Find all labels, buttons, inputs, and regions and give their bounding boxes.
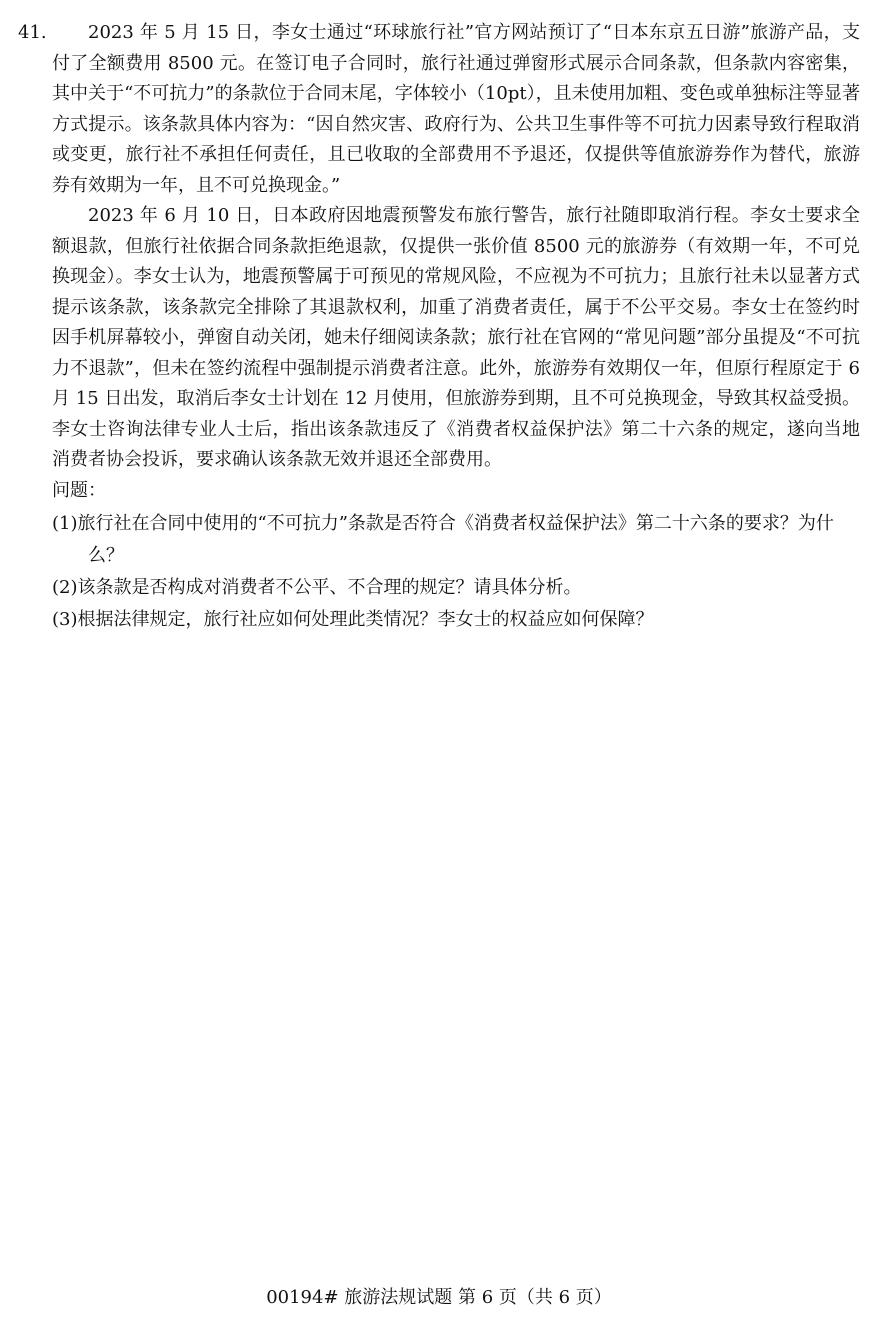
questions-list — [52, 508, 860, 636]
question-item-1: (1)旅行社在合同中使用的“不可抗力”条款是否符合《消费者权益保护法》第二十六条的要求？为什么？ — [52, 513, 834, 566]
case-paragraph-2: 2023 年 6 月 10 日，日本政府因地震预警发布旅行警告，旅行社随即取消行程。李女士要求全额退款，但旅行社依据合同条款拒绝退款，仅提供一张价值 8500 元的旅游券（有效期一年，不可兑换现金）。李女士认为，地震预警属于可预见的常规风险，不应视为不可抗力；且旅行社未以显著方式提示该条款，该条款完全排除了其退款权利，加重了消费者责任，属于不公平交易。李女士在签约时因手机屏幕较小，弹窗自动关闭，她未仔细阅读条款；旅行社在官网的“常见问题”部分虽提及“不可抗力不退款”，但未在签约流程中强制提示消费者注意。此外，旅游券有效期仅一年，但原行程原定于 6 月 15 日出发，取消后李女士计划在 12 月使用，但旅游券到期，且不可兑换现金，导致其权益受损。李女士咨询法律专业人士后，指出该条款违反了《消费者权益保护法》第二十六条的规定，遂向当地消费者协会投诉，要求确认该条款无效并退还全部费用。 — [52, 205, 860, 470]
question-number: 41. — [18, 22, 47, 43]
page-footer: 00194# 旅游法规试题 第 6 页（共 6 页） — [266, 1287, 612, 1308]
case-paragraph-1: 2023 年 5 月 15 日，李女士通过“环球旅行社”官方网站预订了“日本东京五日游”旅游产品，支付了全额费用 8500 元。在签订电子合同时，旅行社通过弹窗形式展示合同条款，但条款内容密集，其中关于“不可抗力”的条款位于合同末尾，字体较小（10pt），且未使用加粗、变色或单独标注等显著方式提示。该条款具体内容为：“因自然灾害、政府行为、公共卫生事件等不可抗力因素导致行程取消或变更，旅行社不承担任何责任，且已收取的全部费用不予退还，仅提供等值旅游券作为替代，旅游券有效期为一年，且不可兑换现金。” — [52, 22, 860, 196]
question-item-2: (2)该条款是否构成对消费者不公平、不合理的规定？请具体分析。 — [52, 577, 582, 598]
questions-label: 问题： — [52, 479, 106, 501]
question-body — [52, 18, 860, 636]
question-item-3: (3)根据法律规定，旅行社应如何处理此类情况？李女士的权益应如何保障？ — [52, 609, 654, 630]
